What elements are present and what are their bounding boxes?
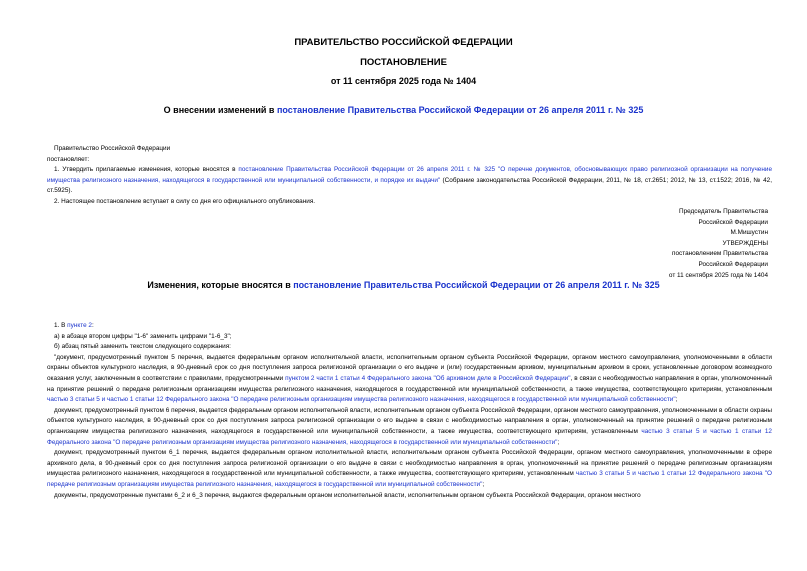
item-b: б) абзац пятый заменить текстом следующего содержания: bbox=[54, 343, 231, 351]
q2-text-a: документ, предусмотренный пунктом 6 перечня, выдается федеральным органом исполнительной власти, исполнительным органом субъекта Российской Федерации, органом местного самоуправления, уполномоченными в области охраны объектов культурного наследия, в 90-дневный срок со дня поступления запроса религиозной организации о его выдаче в связи с необходимостью направления в орган, уполномоченный на принятие решений о передаче религиозным организациям имущества религиозного назначения, находящегося в государственной или муниципальной собственности, а также имущества, соответствующего критериям, установленным bbox=[47, 406, 772, 435]
changes-title-link[interactable]: постановление Правительства Российской Федерации от 26 апреля 2011 г. № 325 bbox=[293, 280, 660, 290]
quote-paragraph-4: документы, предусмотренные пунктами 6_2 и 6_3 перечня, выдаются федеральным органом исполнительной власти, исполнительным органом субъекта Российской Федерации, органом местного bbox=[54, 491, 641, 499]
intro-paragraph-1 bbox=[47, 165, 772, 197]
q2-text-b: ; bbox=[557, 438, 560, 446]
quote-paragraph-3 bbox=[47, 448, 772, 490]
title-link[interactable]: постановление Правительства Российской Федерации от 26 апреля 2011 г. № 325 bbox=[276, 105, 644, 115]
q1-text-c: ; bbox=[675, 396, 678, 404]
government-heading: ПРАВИТЕЛЬСТВО РОССИЙСКОЙ ФЕДЕРАЦИИ bbox=[294, 37, 513, 48]
document-title bbox=[0, 105, 807, 115]
p1-link[interactable]: постановление Правительства Российской Федерации от 26 апреля 2011 г. № 325 "О перечне документов, обосновывающих право религиозной организации на получение имущества религиозного назначения, находящегося в государственной или муниципальной собственности, и порядке их выдачи" bbox=[47, 166, 772, 184]
quote-paragraph-1 bbox=[47, 353, 772, 406]
q1-link-2[interactable]: частью 3 статьи 5 и частью 1 статьи 12 Федерального закона "О передаче религиозным организациям имущества религиозного назначения, находящегося в государственной или муниципальной собственности" bbox=[47, 396, 676, 404]
sig-line-2: Российской Федерации bbox=[698, 218, 768, 226]
q2-link[interactable]: частью 3 статьи 5 и частью 1 статьи 12 Федерального закона "О передаче религиозным организациям имущества религиозного назначения, находящегося в государственной или муниципальной собственности" bbox=[47, 427, 772, 446]
quote-paragraph-2 bbox=[47, 406, 772, 448]
q1-text-a: "документ, предусмотренный пунктом 5 перечня, выдается федеральным органом исполнительной власти, исполнительным органом субъекта Российской Федерации, органом местного самоуправления, уполномоченными в области охраны объектов культурного наследия, в 90-дневный срок со дня поступления запроса религиозной организации о его выдаче и (или) государственным архивом, муниципальным архивом в сроки, установленные договором возмездного оказания услуг, заключенным в соответствии с правилами, предусмотренными bbox=[47, 353, 772, 382]
p1-text-b: (Собрание законодательства Российской Федерации, 2011, № 18, ст.2651; 2012, № 13, ст.1522; 2016, № 42, ст.5925). bbox=[47, 176, 772, 195]
q3-text-b: ; bbox=[482, 480, 485, 488]
intro-line-1: Правительство Российской Федерации bbox=[54, 145, 171, 152]
sig-line-6: Российской Федерации bbox=[698, 260, 768, 268]
sig-line-4: УТВЕРЖДЕНЫ bbox=[722, 239, 768, 247]
sig-line-3: М.Мишустин bbox=[730, 229, 768, 237]
sig-line-7: от 11 сентября 2025 года № 1404 bbox=[668, 271, 768, 279]
signature-block bbox=[548, 207, 768, 281]
intro-paragraph-2: 2. Настоящее постановление вступает в силу со дня его официального опубликования. bbox=[54, 197, 316, 205]
item-a: а) в абзаце втором цифры "1-6" заменить цифрами "1-6_3"; bbox=[54, 332, 232, 340]
intro-block bbox=[47, 144, 772, 208]
p1-text-a: 1. Утвердить прилагаемые изменения, которые вносятся в bbox=[54, 166, 239, 174]
q1-text-b: , в связи с необходимостью направления в орган, уполномоченный на принятие решений о передаче религиозным организациям имущества религиозного назначения, находящегося в государственной или муниципальной собственности, а также имущества, соответствующего критериям, установленным bbox=[47, 374, 772, 393]
changes-title-prefix: Изменения, которые вносятся в bbox=[147, 280, 294, 290]
title-prefix: О внесении изменений в bbox=[163, 105, 277, 115]
item-1-text: 1. В bbox=[54, 322, 68, 329]
q3-text-a: документ, предусмотренный пунктом 6_1 перечня, выдается федеральным органом исполнительной власти, исполнительным органом субъекта Российской Федерации, органом местного самоуправления, уполномоченными в сфере архивного дела, в 90-дневный срок со дня поступления запроса религиозной организации о его выдаче в связи с необходимостью направления в орган, уполномоченный на принятие решений о передаче религиозным организациям имущества религиозного назначения, находящегося в государственной или муниципальной собственности, а также имущества, соответствующего критериям, установленным bbox=[47, 449, 772, 478]
sig-line-5: постановлением Правительства bbox=[672, 250, 768, 258]
item-1 bbox=[47, 321, 772, 332]
item-1-link[interactable]: пункте 2 bbox=[67, 322, 92, 329]
document-type-heading: ПОСТАНОВЛЕНИЕ bbox=[360, 57, 447, 68]
q1-link[interactable]: пунктом 2 части 1 статьи 4 Федерального закона "Об архивном деле в Российской Федерации" bbox=[285, 374, 571, 382]
item-1-colon: : bbox=[91, 322, 94, 329]
intro-line-2: постановляет: bbox=[47, 155, 90, 163]
changes-block bbox=[47, 321, 772, 501]
document-date: от 11 сентября 2025 года № 1404 bbox=[330, 76, 477, 86]
q3-link[interactable]: частью 3 статьи 5 и частью 1 статьи 12 Федерального закона "О передаче религиозным организациям имущества религиозного назначения, находящегося в государственной или муниципальной собственности" bbox=[47, 470, 772, 488]
sig-line-1: Председатель Правительства bbox=[679, 208, 768, 215]
changes-title bbox=[0, 280, 807, 290]
